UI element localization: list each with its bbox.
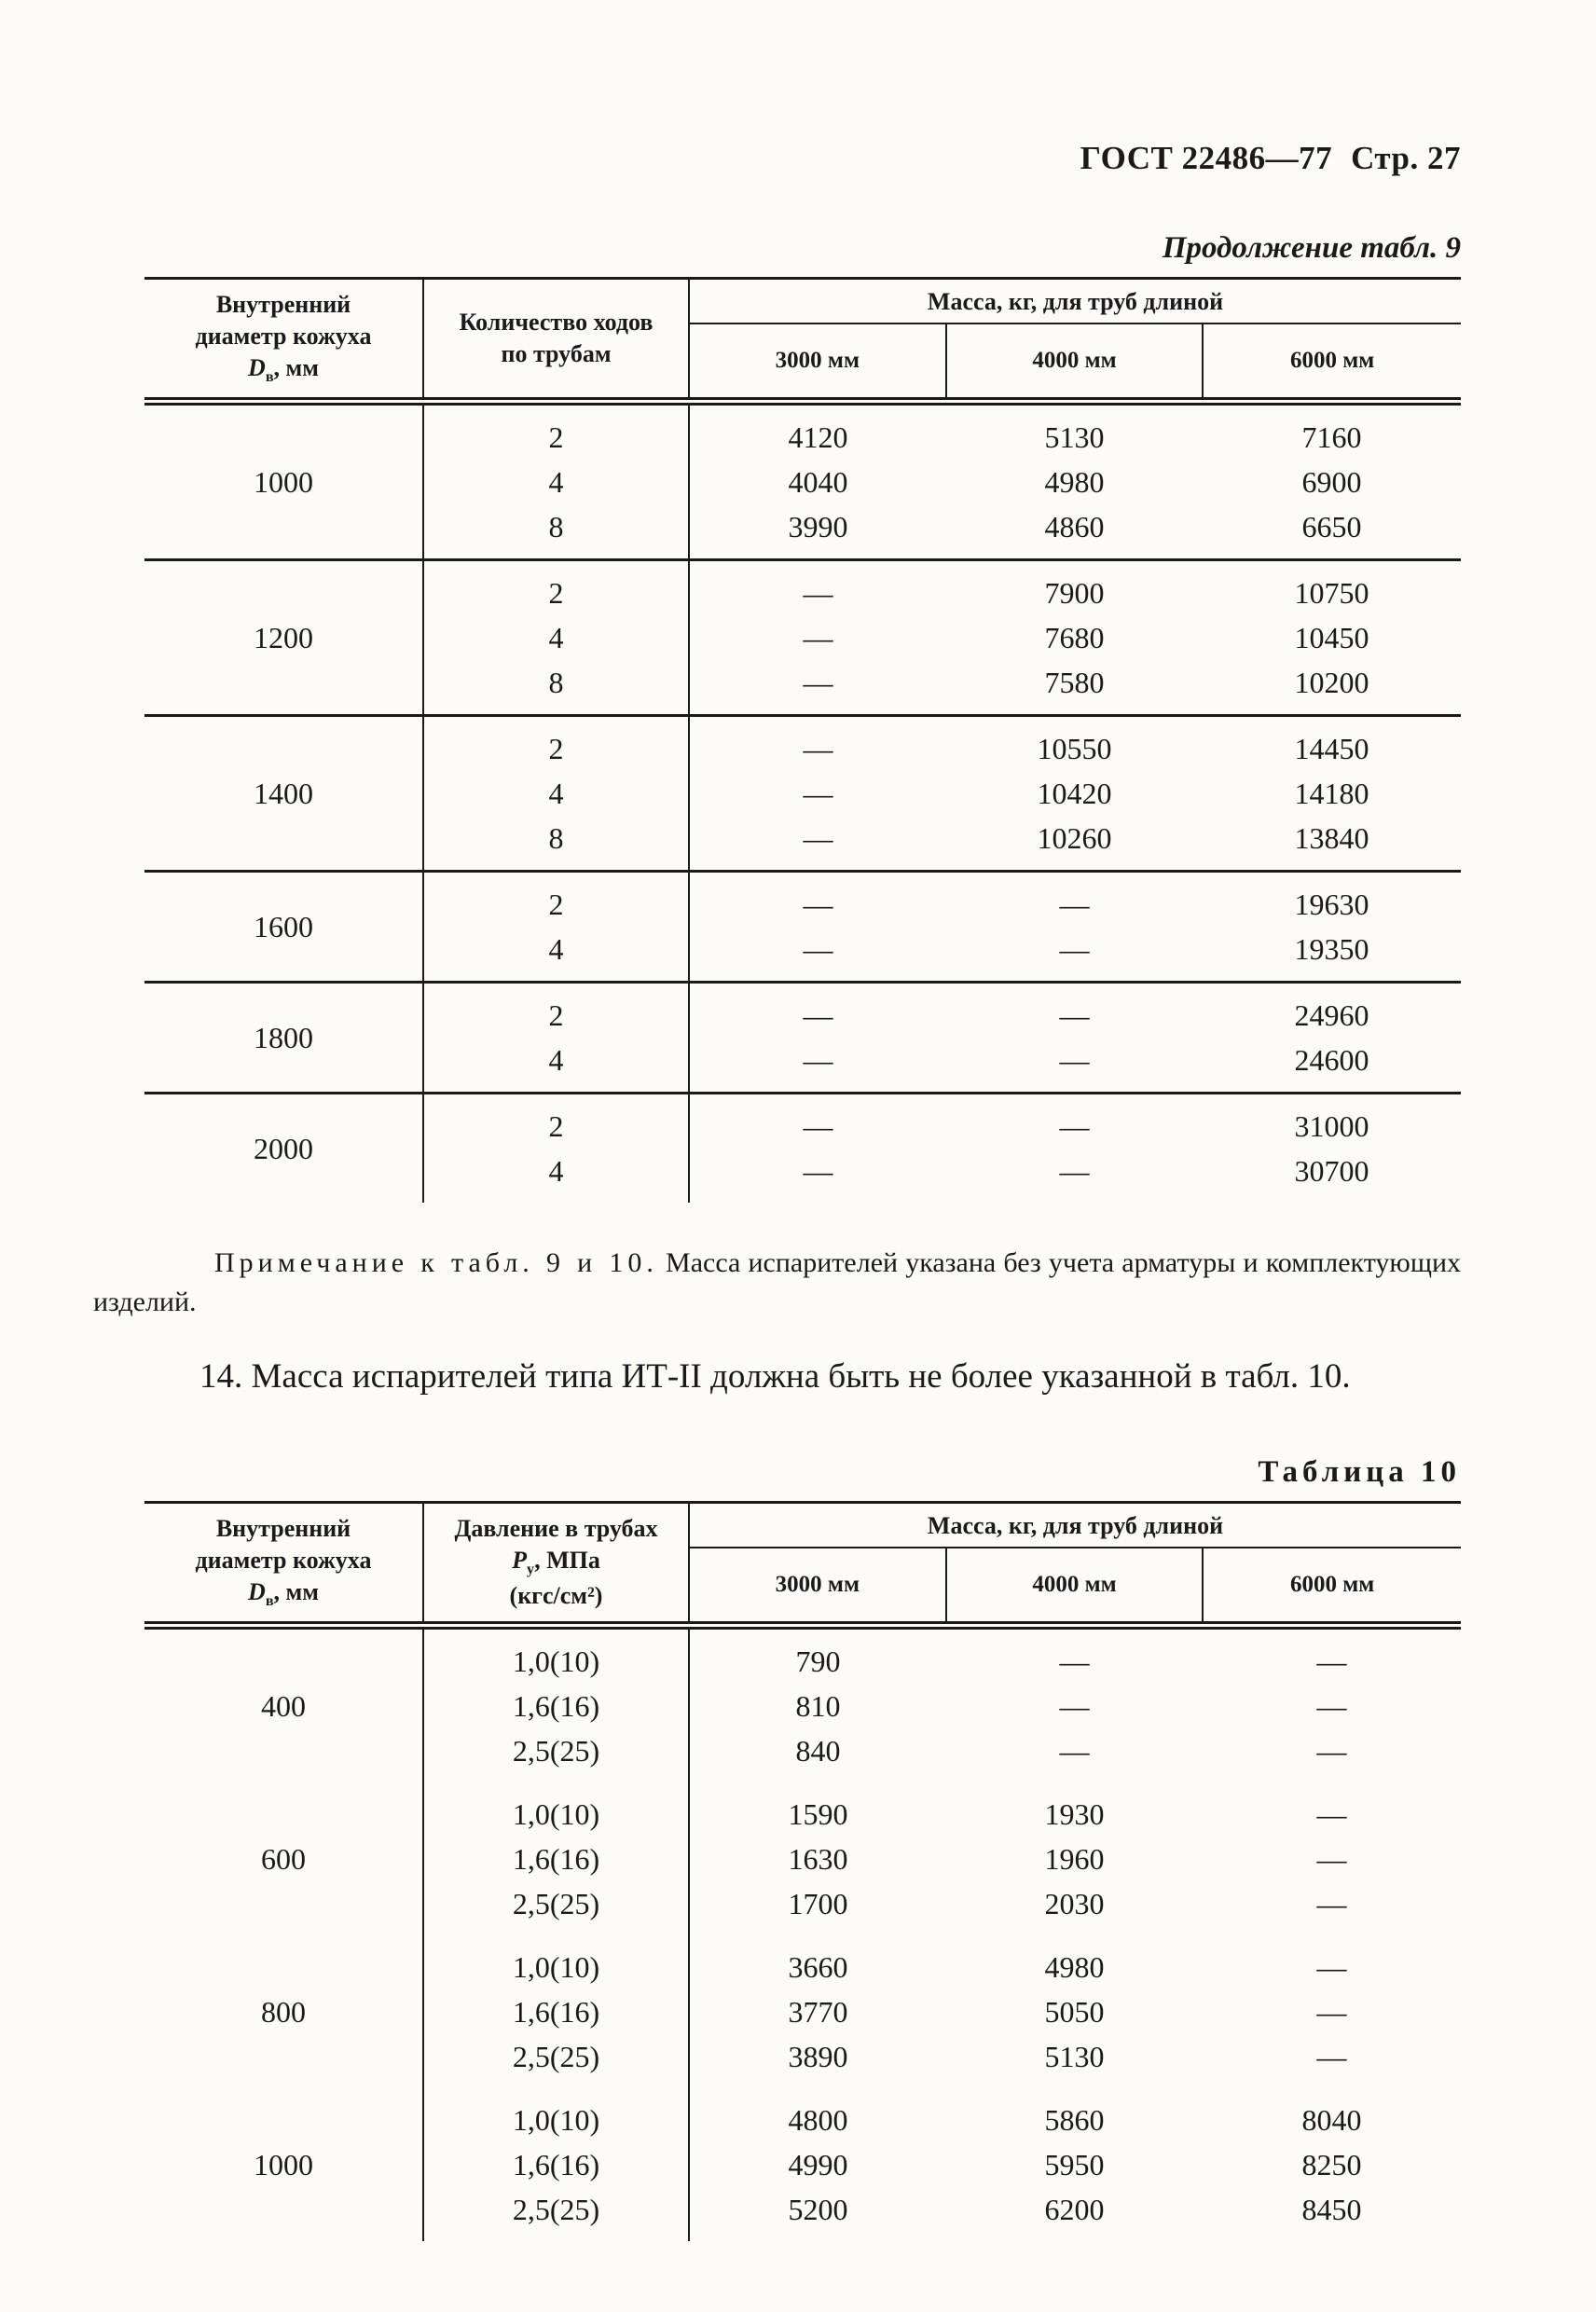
mass-value: 6650 [1301, 509, 1362, 544]
col2-header-line3: (кгс/см²) [509, 1582, 603, 1610]
table9-group-1800 [144, 981, 1461, 1092]
mass-value: 10200 [1294, 665, 1369, 699]
pressure-value: 1,6(16) [424, 1989, 690, 2034]
shell-diameter-value: 1000 [144, 2088, 424, 2241]
note-text: Масса испарителей указана без учета арматуры и комплектующих изделий. [93, 1246, 1462, 1318]
mass-value: 4980 [1044, 464, 1105, 499]
passes-count: 4 [424, 615, 690, 660]
col2-header-line2: по трубам [501, 339, 612, 367]
mass-value: 6200 [1044, 2193, 1105, 2227]
mass-value: — [1316, 1734, 1347, 1768]
table9-mass-title: Масса, кг, для труб длиной [690, 280, 1461, 324]
table10-group-400 [144, 1630, 1461, 1782]
col1-header-line1: Внутренний [215, 291, 351, 318]
mass-value: 24960 [1294, 998, 1369, 1032]
mass-value: — [1059, 998, 1090, 1032]
mass-value: 19350 [1294, 931, 1369, 966]
passes-count: 8 [424, 504, 690, 558]
mass-value: 24600 [1294, 1042, 1369, 1077]
shell-diameter-value: 600 [144, 1782, 424, 1935]
mass-value: 10420 [1037, 776, 1112, 810]
table10-mass-title: Масса, кг, для труб длиной [690, 1504, 1461, 1548]
col1-header-line2: диаметр кожуха [195, 322, 372, 350]
pressure-value: 1,6(16) [424, 2142, 690, 2187]
paragraph-14: 14. Масса испарителей типа ИТ-II должна быть не более указанной в табл. 10. [200, 1356, 1351, 1396]
mass-value: — [1059, 1042, 1090, 1077]
pressure-value: 1,0(10) [424, 1630, 690, 1684]
mass-value: 3890 [788, 2040, 848, 2074]
mass-value: 7160 [1301, 420, 1362, 454]
shell-diameter-value: 1400 [144, 717, 424, 870]
table9-group-1000 [144, 406, 1461, 558]
mass-value: — [1059, 931, 1090, 966]
pressure-value: 2,5(25) [424, 1728, 690, 1782]
table10-mass-subcolumns [690, 1548, 1461, 1621]
table10-col1-header [144, 1504, 424, 1621]
shell-diameter-value: 1000 [144, 406, 424, 558]
mass-value: 3660 [788, 1950, 848, 1985]
pressure-value: 2,5(25) [424, 2034, 690, 2088]
mass-value: 7680 [1044, 620, 1105, 654]
mass-value: 4990 [788, 2148, 848, 2182]
mass-value: 1590 [788, 1797, 848, 1832]
passes-count: 4 [424, 927, 690, 981]
table10-mass-col-4000: 4000 мм [947, 1548, 1204, 1621]
mass-value: — [803, 820, 833, 855]
mass-value: 14180 [1294, 776, 1369, 810]
mass-value: 5860 [1044, 2103, 1105, 2138]
pressure-value: 1,6(16) [424, 1684, 690, 1728]
table10-mass-col-3000: 3000 мм [690, 1548, 947, 1621]
shell-diameter-value: 800 [144, 1935, 424, 2088]
mass-value: — [803, 665, 833, 699]
mass-value: — [803, 887, 833, 921]
mass-value: 8040 [1301, 2103, 1362, 2138]
pressure-value: 1,0(10) [424, 1935, 690, 1989]
mass-value: — [1316, 1887, 1347, 1921]
passes-count: 2 [424, 873, 690, 927]
mass-value: 10550 [1037, 731, 1112, 765]
mass-value: 810 [795, 1689, 841, 1724]
table9 [144, 277, 1461, 1203]
mass-value: 10750 [1294, 575, 1369, 610]
pressure-value: 1,6(16) [424, 1837, 690, 1881]
table10-caption: Таблица 10 [1258, 1455, 1461, 1490]
passes-count: 2 [424, 717, 690, 771]
passes-count: 2 [424, 561, 690, 615]
mass-value: 2030 [1044, 1887, 1105, 1921]
mass-value: — [803, 776, 833, 810]
pressure-value: 1,0(10) [424, 1782, 690, 1837]
col2-header-line1: Количество ходов [459, 309, 654, 337]
gost-number: ГОСТ 22486—77 [1080, 140, 1333, 176]
mass-value: — [1316, 1950, 1347, 1985]
mass-value: 790 [795, 1645, 841, 1679]
table10-body [144, 1630, 1461, 2241]
mass-value: — [1316, 1797, 1347, 1832]
table10-group-800 [144, 1935, 1461, 2088]
table10 [144, 1501, 1461, 2241]
passes-count: 2 [424, 984, 690, 1038]
mass-value: 8450 [1301, 2193, 1362, 2227]
table10-col2-header [424, 1504, 690, 1621]
page-number: Стр. 27 [1351, 140, 1461, 176]
mass-value: — [1316, 1689, 1347, 1724]
mass-value: 4860 [1044, 509, 1105, 544]
table9-mass-header [690, 280, 1461, 397]
mass-value: — [1316, 1842, 1347, 1877]
mass-value: — [803, 931, 833, 966]
table9-group-1600 [144, 870, 1461, 981]
pressure-value: 1,0(10) [424, 2088, 690, 2142]
mass-value: 30700 [1294, 1153, 1369, 1188]
mass-value: 7900 [1044, 575, 1105, 610]
table10-group-1000 [144, 2088, 1461, 2241]
mass-value: 3770 [788, 1995, 848, 2030]
table9-group-1400 [144, 714, 1461, 870]
mass-value: 4980 [1044, 1950, 1105, 1985]
page-header [93, 140, 1461, 177]
shell-diameter-value: 1600 [144, 873, 424, 981]
mass-value: 7580 [1044, 665, 1105, 699]
table9-col1-header [144, 280, 424, 397]
mass-value: — [1059, 1108, 1090, 1143]
passes-count: 4 [424, 1038, 690, 1092]
col1-header-line1: Внутренний [215, 1515, 351, 1543]
table10-group-600 [144, 1782, 1461, 1935]
shell-diameter-value: 1800 [144, 984, 424, 1092]
mass-value: 6900 [1301, 464, 1362, 499]
passes-count: 8 [424, 816, 690, 870]
shell-diameter-value: 400 [144, 1630, 424, 1782]
note-paragraph [93, 1244, 1461, 1323]
table9-body [144, 406, 1461, 1203]
mass-value: 5950 [1044, 2148, 1105, 2182]
mass-value: — [1316, 1995, 1347, 2030]
mass-value: 5050 [1044, 1995, 1105, 2030]
mass-value: 840 [795, 1734, 841, 1768]
table9-col2-header [424, 280, 690, 397]
passes-count: 4 [424, 1149, 690, 1203]
mass-value: 10260 [1037, 820, 1112, 855]
mass-value: 8250 [1301, 2148, 1362, 2182]
col2-header-symbol: $P_у$, МПа [512, 1547, 600, 1578]
mass-value: 1960 [1044, 1842, 1105, 1877]
mass-value: 4800 [788, 2103, 848, 2138]
note-label: Примечание к табл. 9 и 10. [214, 1246, 658, 1278]
table9-group-2000 [144, 1092, 1461, 1203]
mass-value: 13840 [1294, 820, 1369, 855]
col1-header-line2: диаметр кожуха [195, 1547, 372, 1575]
table9-mass-col-4000: 4000 мм [947, 324, 1204, 397]
mass-value: 5130 [1044, 2040, 1105, 2074]
mass-value: — [1059, 1689, 1090, 1724]
mass-value: 4120 [788, 420, 848, 454]
col1-header-symbol: $D_в$, мм [248, 353, 319, 385]
mass-value: 1930 [1044, 1797, 1105, 1832]
mass-value: 31000 [1294, 1108, 1369, 1143]
mass-value: — [1316, 2040, 1347, 2074]
col1-header-symbol: $D_в$, мм [248, 1578, 319, 1610]
table9-mass-col-3000: 3000 мм [690, 324, 947, 397]
mass-value: — [803, 575, 833, 610]
mass-value: — [1059, 1734, 1090, 1768]
mass-value: — [803, 1153, 833, 1188]
mass-value: — [803, 998, 833, 1032]
col2-header-line1: Давление в трубах [454, 1515, 658, 1543]
table10-header [144, 1504, 1461, 1630]
table9-header [144, 280, 1461, 406]
mass-value: 3990 [788, 509, 848, 544]
mass-value: 14450 [1294, 731, 1369, 765]
passes-count: 8 [424, 660, 690, 714]
mass-value: — [1059, 1153, 1090, 1188]
passes-count: 2 [424, 406, 690, 460]
table9-caption: Продолжение табл. 9 [1162, 231, 1461, 265]
mass-value: — [803, 1108, 833, 1143]
mass-value: 5130 [1044, 420, 1105, 454]
passes-count: 4 [424, 771, 690, 816]
mass-value: 19630 [1294, 887, 1369, 921]
mass-value: — [1059, 1645, 1090, 1679]
mass-value: 4040 [788, 464, 848, 499]
mass-value: 1630 [788, 1842, 848, 1877]
shell-diameter-value: 2000 [144, 1094, 424, 1203]
table9-mass-col-6000: 6000 мм [1290, 347, 1375, 373]
mass-value: — [1059, 887, 1090, 921]
pressure-value: 2,5(25) [424, 1881, 690, 1935]
mass-value: — [803, 1042, 833, 1077]
mass-value: — [1316, 1645, 1347, 1679]
table9-mass-subcolumns [690, 324, 1461, 397]
mass-value: — [803, 620, 833, 654]
shell-diameter-value: 1200 [144, 561, 424, 714]
mass-value: 1700 [788, 1887, 848, 1921]
table9-group-1200 [144, 558, 1461, 714]
table10-mass-header [690, 1504, 1461, 1621]
mass-value: 5200 [788, 2193, 848, 2227]
mass-value: 10450 [1294, 620, 1369, 654]
passes-count: 4 [424, 460, 690, 504]
passes-count: 2 [424, 1094, 690, 1149]
mass-value: — [803, 731, 833, 765]
table10-mass-col-6000: 6000 мм [1290, 1572, 1375, 1598]
pressure-value: 2,5(25) [424, 2187, 690, 2241]
